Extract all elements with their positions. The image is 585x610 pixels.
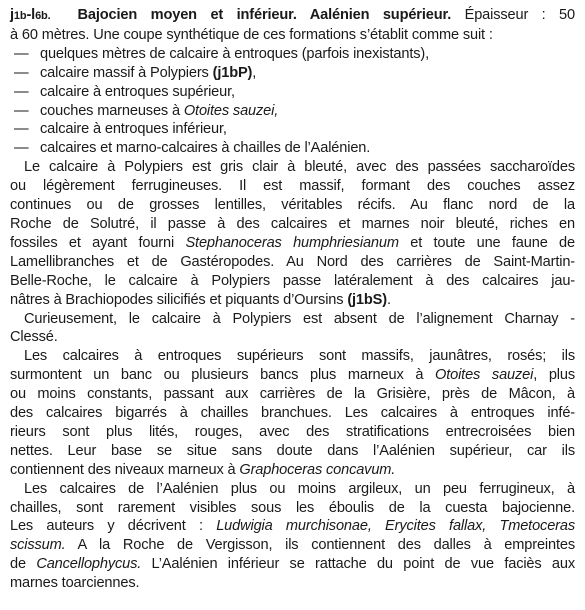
species-name: Cancellophycus. bbox=[36, 556, 142, 573]
text-line: Les calcaires de l’Aalénien plus ou moins argileux, un peu ferrugineux, à bbox=[24, 480, 575, 497]
text-line: Le calcaire à Polypiers est gris clair à bleuté, avec des passées saccharoïdes bbox=[24, 159, 575, 176]
text-line: scissum. A la Roche de Vergisson, ils contiennent des dalles à empreintes bbox=[10, 537, 575, 554]
text-line: chailles, sont rarement visibles sous les éboulis de la cuesta bajocienne. bbox=[10, 499, 575, 516]
text-line: nâtres à Brachiopodes silicifiés et piquants d’Oursins (j1bS). bbox=[10, 291, 391, 308]
species-name: Stephanoceras humphriesianum bbox=[185, 234, 399, 251]
text-line: marnes toarciennes. bbox=[10, 575, 140, 592]
text-line: Les calcaires à entroques supérieurs sont massifs, jaunâtres, rosés; ils bbox=[24, 348, 575, 365]
text-line: rieurs sont plus lités, rouges, avec des stratifications entrecroisées bien bbox=[10, 423, 575, 440]
text-line: ou moins constants, passant aux carrières de la Grisière, près de Mâcon, à bbox=[10, 386, 575, 403]
list-item: — calcaire massif à Polypiers (j1bP), bbox=[14, 64, 257, 81]
text-line: Roche de Solutré, il passe à des calcaires et marnes noir bleuté, riches en bbox=[10, 215, 575, 232]
species-name: Graphoceras concavum. bbox=[239, 461, 396, 478]
intro-text: Épaisseur : 50 bbox=[451, 7, 575, 23]
text-line: fossiles et ayant fourni Stephanoceras humphriesianum et toute une faune de bbox=[10, 234, 575, 251]
text-line: de Cancellophycus. L’Aalénien inférieur se rattache du point de vue faciès aux bbox=[10, 556, 576, 573]
paragraph-polypiers bbox=[10, 158, 575, 309]
text-line: Lamellibranches et de Gastéropodes. Au Nord des carrières de Saint-Martin- bbox=[10, 253, 575, 270]
text-line: Belle-Roche, le calcaire à Polypiers passe latéralement à des calcaires jau- bbox=[10, 272, 575, 289]
text-line: contiennent des niveaux marneux à Graphoceras concavum. bbox=[10, 461, 396, 478]
intro-line: à 60 mètres. Une coupe synthétique de ces formations s’établit comme suit : bbox=[10, 26, 493, 43]
formation-code: (j1bS) bbox=[347, 291, 387, 308]
paragraph-aalenien bbox=[10, 480, 575, 593]
formation-code: j1b-l6b. bbox=[10, 7, 51, 23]
text-line: continues ou de grosses lentilles, véritables récifs. Au flanc nord de la bbox=[10, 197, 575, 214]
formation-code: (j1bP) bbox=[212, 64, 253, 81]
paragraph-entroques bbox=[10, 347, 575, 479]
list-item: — calcaires et marno-calcaires à chailles de l’Aalénien. bbox=[14, 140, 371, 157]
list-item: — calcaire à entroques supérieur, bbox=[14, 83, 235, 100]
text-line: des calcaires bigarrés à chailles branchues. Les calcaires à entroques infé- bbox=[10, 405, 575, 422]
section-list bbox=[10, 45, 575, 158]
text-line: Clessé. bbox=[10, 329, 58, 346]
species-name: Otoites sauzei, bbox=[183, 102, 279, 119]
paragraph-charnay bbox=[10, 310, 575, 348]
text-line: surmontent un banc ou plusieurs bancs plus marneux à Otoites sauzei, plus bbox=[10, 367, 576, 384]
text-line: nettes. Leur base se situe sans doute dans l’Aalénien supérieur, car ils bbox=[10, 442, 575, 459]
species-name: Otoites sauzei bbox=[435, 367, 534, 384]
text-line: Curieusement, le calcaire à Polypiers est absent de l’alignement Charnay - bbox=[24, 310, 575, 327]
heading-line bbox=[10, 6, 575, 26]
list-item: — couches marneuses à Otoites sauzei, bbox=[14, 102, 279, 119]
section-title: Bajocien moyen et inférieur. Aalénien supérieur. bbox=[77, 7, 452, 23]
text-line: ou légèrement ferrugineuses. Il est massif, formant des couches assez bbox=[10, 178, 575, 195]
species-name: Ludwigia murchisonae, Erycites fallax, Tmetoceras bbox=[216, 518, 575, 535]
species-name: scissum. bbox=[10, 537, 66, 554]
text-line: Les auteurs y décrivent : Ludwigia murchisonae, Erycites fallax, Tmetoceras bbox=[10, 518, 575, 535]
list-item: — quelques mètres de calcaire à entroques (parfois inexistants), bbox=[14, 45, 429, 62]
list-item: — calcaire à entroques inférieur, bbox=[14, 121, 227, 138]
